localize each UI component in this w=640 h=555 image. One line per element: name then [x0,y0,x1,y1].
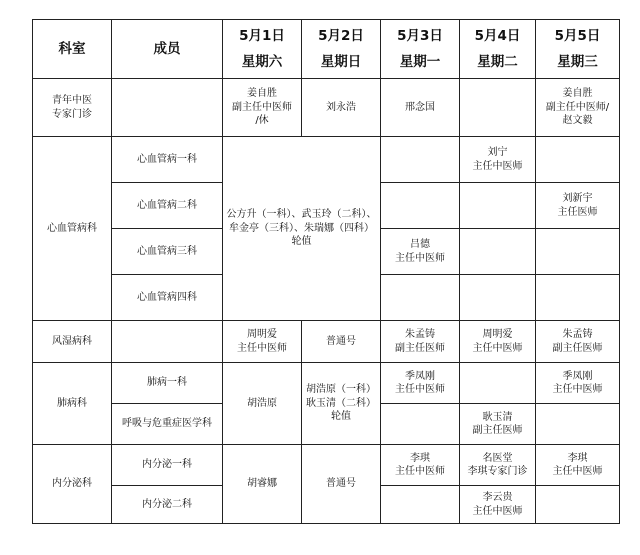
schedule-cell: 李云贵 主任中医师 [460,486,536,524]
schedule-cell: 耿玉清 副主任医师 [460,404,536,445]
member-cell [112,321,223,363]
header-day-4 [460,20,536,79]
schedule-cell [536,404,620,445]
schedule-cell [381,486,460,524]
schedule-cell: 普通号 [302,321,381,363]
table-row [33,321,620,363]
header-weekday: 星期一 [399,54,441,70]
schedule-cell: 周明爱 主任中医师 [223,321,302,363]
header-date: 5月4日 [474,28,521,44]
header-weekday: 星期日 [320,54,362,70]
rotation-cell: 公方升（一科）、武玉玲（二科）、 牟金亭（三科）、朱瑞娜（四科） 轮值 [223,137,381,321]
table-row [33,363,620,404]
schedule-cell: 季凤刚 主任中医师 [536,363,620,404]
header-weekday: 星期六 [241,54,283,70]
header-date: 5月1日 [239,28,285,44]
rotation-cell: 胡浩原（一科） 耿玉清（二科） 轮值 [302,363,381,445]
dept-lung: 肺病科 [33,363,112,445]
dept-youth: 青年中医 专家门诊 [33,79,112,137]
dept-rheum: 风湿病科 [33,321,112,363]
schedule-cell: 朱孟铸 副主任医师 [381,321,460,363]
sub-dept: 心血管病一科 [112,137,223,183]
schedule-cell: 周明爱 主任中医师 [460,321,536,363]
schedule-cell: 刘新宇 主任医师 [536,183,620,229]
schedule-cell [536,275,620,321]
header-dept: 科室 [33,20,112,79]
schedule-cell [381,404,460,445]
schedule-cell: 普通号 [302,445,381,524]
schedule-cell: 胡浩原 [223,363,302,445]
schedule-cell [460,229,536,275]
dept-endo: 内分泌科 [33,445,112,524]
table-row [33,445,620,486]
schedule-cell [536,137,620,183]
schedule-cell: 胡睿娜 [223,445,302,524]
header-date: 5月2日 [318,28,364,44]
header-day-5 [536,20,620,79]
schedule-cell [460,183,536,229]
schedule-cell: 姜自胜 副主任中医师/ 赵文毅 [536,79,620,137]
sub-dept: 内分泌一科 [112,445,223,486]
header-weekday: 星期二 [477,54,518,70]
header-day-1 [223,20,302,79]
schedule-cell [460,363,536,404]
schedule-cell [381,137,460,183]
schedule-cell: 姜自胜 副主任中医师 /休 [223,79,302,137]
schedule-cell [536,486,620,524]
header-member: 成员 [112,20,223,79]
schedule-cell [460,275,536,321]
schedule-cell: 邢念国 [381,79,460,137]
schedule-cell: 刘宁 主任中医师 [460,137,536,183]
header-day-3 [381,20,460,79]
schedule-cell [460,79,536,137]
duty-schedule-table [32,19,620,524]
header-day-2 [302,20,381,79]
member-cell [112,79,223,137]
header-date: 5月5日 [554,28,601,44]
sub-dept: 呼吸与危重症医学科 [112,404,223,445]
schedule-cell: 李琪 主任中医师 [536,445,620,486]
schedule-cell [381,183,460,229]
schedule-cell: 吕德 主任中医师 [381,229,460,275]
schedule-cell: 刘永浩 [302,79,381,137]
schedule-cell: 季凤刚 主任中医师 [381,363,460,404]
schedule-cell [381,275,460,321]
sub-dept: 心血管病二科 [112,183,223,229]
table-row [33,137,620,183]
schedule-cell: 名医堂 李琪专家门诊 [460,445,536,486]
header-date: 5月3日 [397,28,443,44]
sub-dept: 心血管病四科 [112,275,223,321]
header-weekday: 星期三 [557,54,598,70]
schedule-cell: 朱孟铸 副主任医师 [536,321,620,363]
sub-dept: 心血管病三科 [112,229,223,275]
dept-cardio: 心血管病科 [33,137,112,321]
schedule-cell: 李琪 主任中医师 [381,445,460,486]
table-row [33,79,620,137]
sub-dept: 内分泌二科 [112,486,223,524]
sub-dept: 肺病一科 [112,363,223,404]
schedule-cell [536,229,620,275]
